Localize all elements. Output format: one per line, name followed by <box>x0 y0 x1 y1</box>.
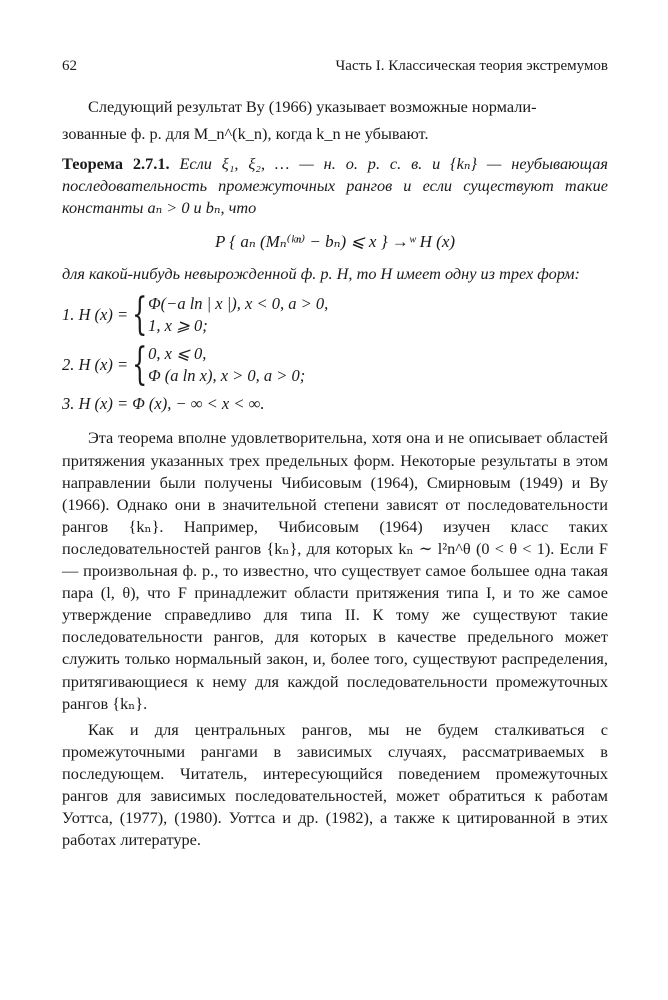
limit-forms <box>62 289 608 415</box>
page-number: 62 <box>62 58 77 74</box>
form-3: 3. H (x) = Φ (x), − ∞ < x < ∞. <box>62 394 265 414</box>
page-header <box>62 58 608 80</box>
paragraph-1: Эта теорема вполне удовлетворительна, хотя она и не описывает областей притяжения указанных трех предельных форм. Некоторые результаты в этом направлении были получены Чибисовым (1964), Смирновым (1949) и Ву (1966). Однако они в значительной степени зависят от последовательности рангов {kₙ}. Например, Чибисовым (1964) изучен класс таких последовательностей рангов {kₙ}, для которых kₙ ∼ l²n^θ (0 < θ < 1). Если F — произвольная ф. р., то известно, что существует самое большее одна такая пара (l, θ), что F принадлежит области притяжения типа I, и то же самое утверждение справедливо для типа II. К тому же существуют такие последовательности рангов, для которых в качестве предельного может служить только нормальный закон, и, более того, существуют распределения, притягивающиеся к нему для каждой последовательности промежуточных рангов {kₙ}. <box>62 428 608 713</box>
form-1-row-1: Φ(−a ln | x |), x < 0, a > 0, <box>148 294 329 314</box>
form-2 <box>62 339 608 391</box>
left-brace: { <box>132 289 148 341</box>
form-2-row-2: Φ (a ln x), x > 0, a > 0; <box>148 366 306 386</box>
form-1 <box>62 289 608 341</box>
intro-line-2: зованные ф. р. для M_n^(k_n), когда k_n не убывают. <box>62 124 429 143</box>
intro-line-1: Следующий результат Ву (1966) указывает возможные нормали- <box>88 97 537 116</box>
theorem-display-formula: P { aₙ (Mₙ⁽ᵏⁿ⁾ − bₙ) ⩽ x } →ʷ H (x) <box>214 232 456 252</box>
intro-paragraph <box>62 93 608 147</box>
form-2-row-1: 0, x ⩽ 0, <box>148 344 207 364</box>
form-1-row-2: 1, x ⩾ 0; <box>148 316 208 336</box>
running-title: Часть I. Классическая теория экстремумов <box>335 58 608 74</box>
theorem-label: Теорема 2.7.1. <box>62 154 170 173</box>
left-brace: { <box>132 339 148 391</box>
theorem-conclusion: для какой-нибудь невырожденной ф. р. H, то H имеет одну из трех форм: <box>62 264 580 284</box>
form-2-lhs: 2. H (x) = <box>62 355 129 375</box>
paragraph-2: Как и для центральных рангов, мы не будем сталкиваться с промежуточными рангами в зависимых случаях, рассматриваемых в последующем. Читатель, интересующийся поведением промежуточных рангов для зависимых последовательностей, может обратиться к работам Уоттса, (1977), (1980). Уоттса и др. (1982), а также к цитированной в этих работах литературе. <box>62 719 608 850</box>
theorem-statement <box>62 153 608 219</box>
page-body <box>62 93 608 851</box>
theorem-text: Если ξ₁, ξ₂, … — н. о. р. с. в. и {kₙ} — неубывающая последовательность промежуточных рангов и если существуют такие константы aₙ > 0 и bₙ, что <box>62 154 608 218</box>
form-1-lhs: 1. H (x) = <box>62 305 129 325</box>
